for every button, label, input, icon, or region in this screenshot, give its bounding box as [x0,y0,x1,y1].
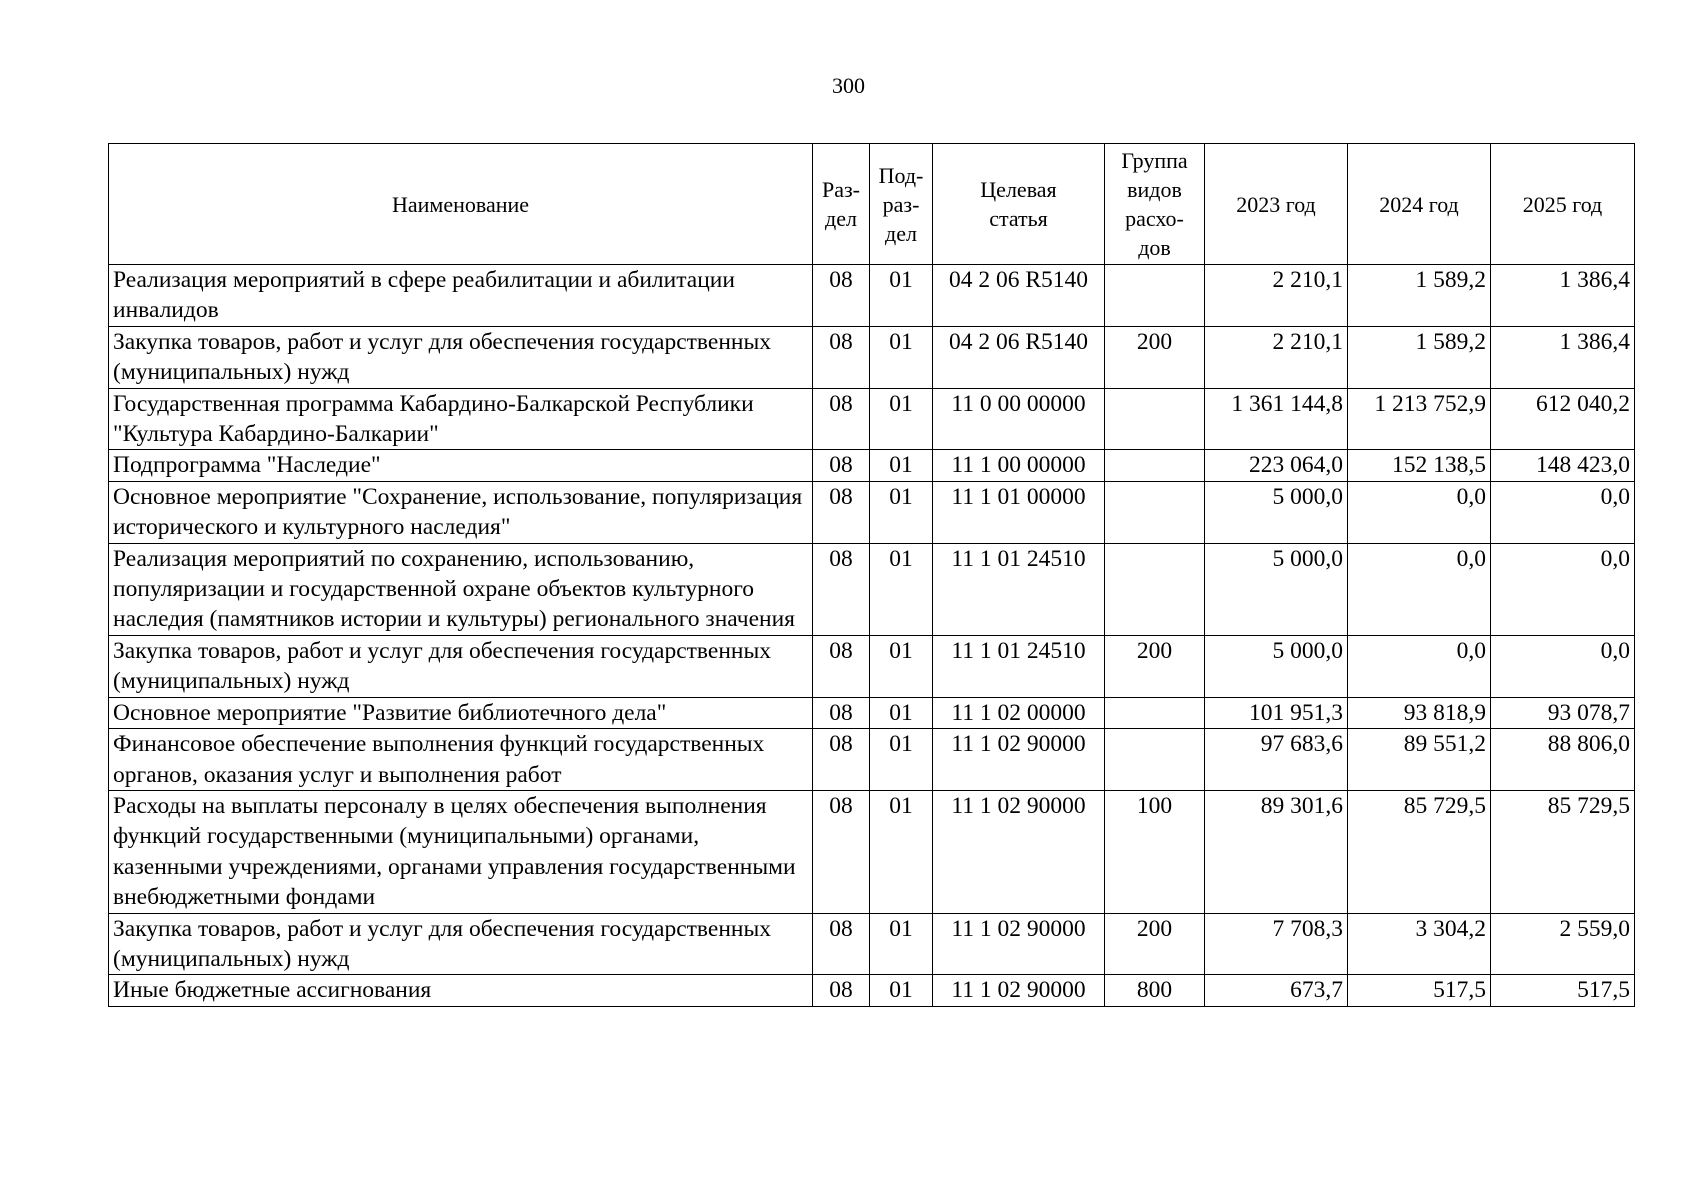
cell-2025: 1 386,4 [1491,265,1635,327]
cell-podrazdel: 01 [870,790,933,913]
cell-group [1105,543,1205,635]
cell-2023: 5 000,0 [1205,481,1348,543]
cell-2024: 152 138,5 [1348,450,1491,481]
cell-target: 11 1 01 24510 [933,543,1105,635]
cell-podrazdel: 01 [870,543,933,635]
table-row [109,697,1635,728]
cell-podrazdel: 01 [870,388,933,450]
cell-name: Основное мероприятие "Сохранение, использование, популяризация исторического и культурного наследия" [109,481,813,543]
cell-group [1105,450,1205,481]
cell-podrazdel: 01 [870,697,933,728]
cell-target: 04 2 06 R5140 [933,326,1105,388]
header-target: Целевая статья [933,144,1105,265]
cell-2024: 0,0 [1348,635,1491,697]
table-row [109,729,1635,791]
table-row [109,388,1635,450]
cell-target: 11 0 00 00000 [933,388,1105,450]
cell-target: 11 1 02 90000 [933,913,1105,975]
header-name: Наименование [109,144,813,265]
cell-2024: 517,5 [1348,975,1491,1006]
cell-razdel: 08 [813,326,870,388]
cell-2023: 7 708,3 [1205,913,1348,975]
cell-razdel: 08 [813,729,870,791]
table-row [109,543,1635,635]
cell-razdel: 08 [813,975,870,1006]
page-number: 300 [832,73,865,98]
cell-razdel: 08 [813,790,870,913]
cell-2024: 93 818,9 [1348,697,1491,728]
cell-target: 11 1 01 00000 [933,481,1105,543]
table-row [109,265,1635,327]
cell-group: 800 [1105,975,1205,1006]
cell-razdel: 08 [813,635,870,697]
header-2023: 2023 год [1205,144,1348,265]
cell-group [1105,388,1205,450]
cell-group [1105,697,1205,728]
header-row [109,144,1635,265]
cell-razdel: 08 [813,265,870,327]
cell-group: 200 [1105,326,1205,388]
cell-2023: 2 210,1 [1205,326,1348,388]
cell-2023: 101 951,3 [1205,697,1348,728]
cell-razdel: 08 [813,481,870,543]
cell-target: 11 1 00 00000 [933,450,1105,481]
cell-podrazdel: 01 [870,975,933,1006]
header-2024: 2024 год [1348,144,1491,265]
cell-2025: 85 729,5 [1491,790,1635,913]
header-group: Группа видов расхо- дов [1105,144,1205,265]
cell-2025: 88 806,0 [1491,729,1635,791]
cell-group: 200 [1105,635,1205,697]
cell-podrazdel: 01 [870,265,933,327]
cell-podrazdel: 01 [870,326,933,388]
cell-razdel: 08 [813,450,870,481]
cell-name: Финансовое обеспечение выполнения функций государственных органов, оказания услуг и выполнения работ [109,729,813,791]
cell-target: 11 1 01 24510 [933,635,1105,697]
cell-group [1105,481,1205,543]
table-body [109,265,1635,1007]
table-row [109,913,1635,975]
header-razdel: Раз- дел [813,144,870,265]
table-row [109,790,1635,913]
cell-2023: 223 064,0 [1205,450,1348,481]
cell-target: 11 1 02 90000 [933,790,1105,913]
header-2025: 2025 год [1491,144,1635,265]
cell-group [1105,265,1205,327]
cell-razdel: 08 [813,697,870,728]
table-row [109,481,1635,543]
cell-2025: 0,0 [1491,481,1635,543]
cell-2025: 0,0 [1491,635,1635,697]
cell-2024: 0,0 [1348,543,1491,635]
cell-podrazdel: 01 [870,729,933,791]
cell-podrazdel: 01 [870,635,933,697]
cell-2024: 3 304,2 [1348,913,1491,975]
cell-2025: 93 078,7 [1491,697,1635,728]
cell-target: 11 1 02 90000 [933,729,1105,791]
cell-name: Иные бюджетные ассигнования [109,975,813,1006]
cell-podrazdel: 01 [870,913,933,975]
cell-2025: 517,5 [1491,975,1635,1006]
cell-2025: 148 423,0 [1491,450,1635,481]
cell-2024: 0,0 [1348,481,1491,543]
cell-name: Государственная программа Кабардино-Балкарской Республики "Культура Кабардино-Балкарии" [109,388,813,450]
cell-2023: 673,7 [1205,975,1348,1006]
cell-name: Закупка товаров, работ и услуг для обеспечения государственных (муниципальных) нужд [109,326,813,388]
cell-2023: 89 301,6 [1205,790,1348,913]
budget-table [108,143,1635,1007]
header-podrazdel: Под- раз- дел [870,144,933,265]
cell-razdel: 08 [813,388,870,450]
table-row [109,975,1635,1006]
cell-group [1105,729,1205,791]
cell-target: 04 2 06 R5140 [933,265,1105,327]
cell-name: Реализация мероприятий по сохранению, использованию, популяризации и государственной охране объектов культурного наследия (памятников истории и культуры) регионального значения [109,543,813,635]
cell-2024: 89 551,2 [1348,729,1491,791]
cell-2025: 1 386,4 [1491,326,1635,388]
cell-group: 100 [1105,790,1205,913]
cell-razdel: 08 [813,543,870,635]
table-row [109,450,1635,481]
cell-name: Закупка товаров, работ и услуг для обеспечения государственных (муниципальных) нужд [109,635,813,697]
cell-razdel: 08 [813,913,870,975]
cell-name: Подпрограмма "Наследие" [109,450,813,481]
cell-2025: 0,0 [1491,543,1635,635]
cell-podrazdel: 01 [870,450,933,481]
table-row [109,635,1635,697]
cell-2024: 1 589,2 [1348,265,1491,327]
table-row [109,326,1635,388]
cell-group: 200 [1105,913,1205,975]
cell-2024: 1 213 752,9 [1348,388,1491,450]
cell-target: 11 1 02 90000 [933,975,1105,1006]
cell-2023: 2 210,1 [1205,265,1348,327]
cell-2023: 97 683,6 [1205,729,1348,791]
cell-target: 11 1 02 00000 [933,697,1105,728]
cell-2025: 2 559,0 [1491,913,1635,975]
cell-name: Реализация мероприятий в сфере реабилитации и абилитации инвалидов [109,265,813,327]
cell-name: Основное мероприятие "Развитие библиотечного дела" [109,697,813,728]
cell-2024: 1 589,2 [1348,326,1491,388]
cell-name: Расходы на выплаты персоналу в целях обеспечения выполнения функций государственными (муниципальными) органами, казенными учреждениями, органами управления государственными внебюджетными фондами [109,790,813,913]
cell-2025: 612 040,2 [1491,388,1635,450]
cell-podrazdel: 01 [870,481,933,543]
cell-2023: 5 000,0 [1205,543,1348,635]
cell-2023: 5 000,0 [1205,635,1348,697]
cell-2023: 1 361 144,8 [1205,388,1348,450]
cell-name: Закупка товаров, работ и услуг для обеспечения государственных (муниципальных) нужд [109,913,813,975]
cell-2024: 85 729,5 [1348,790,1491,913]
